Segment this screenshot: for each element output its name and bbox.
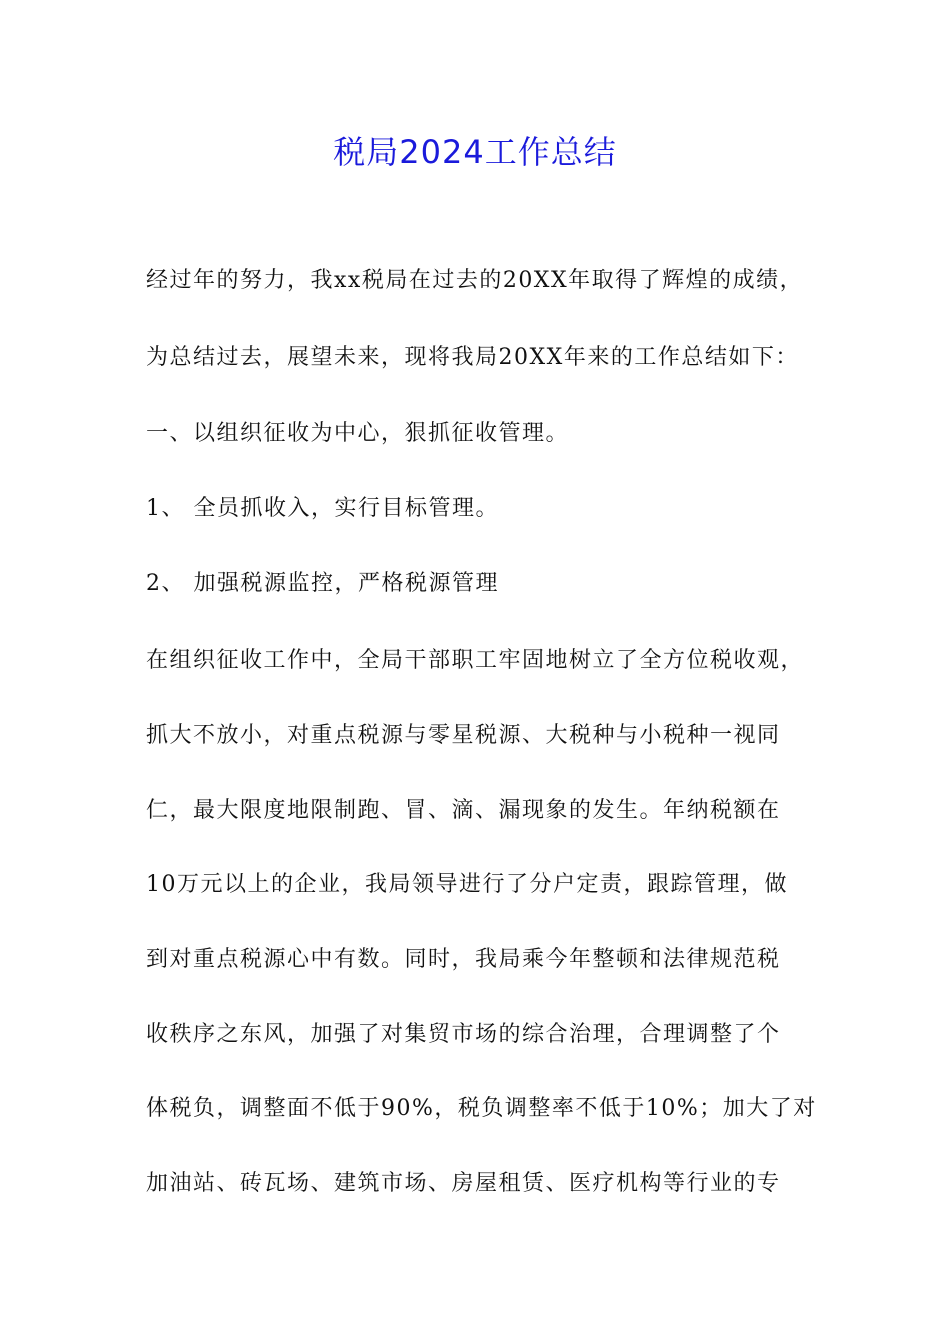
list-item: 2、 加强税源监控，严格税源管理 <box>146 571 499 596</box>
body-line: 10万元以上的企业，我局领导进行了分户定责，跟踪管理，做 <box>146 872 788 897</box>
body-line: 到对重点税源心中有数。同时，我局乘今年整顿和法律规范税 <box>146 947 781 972</box>
body-line: 经过年的努力，我xx税局在过去的20XX年取得了辉煌的成绩， <box>146 268 804 293</box>
body-line: 体税负，调整面不低于90%，税负调整率不低于10%；加大了对 <box>146 1096 817 1121</box>
body-line: 在组织征收工作中，全局干部职工牢固地树立了全方位税收观， <box>146 648 805 673</box>
body-line: 收秩序之东风，加强了对集贸市场的综合治理，合理调整了个 <box>146 1022 781 1047</box>
body-line: 为总结过去，展望未来，现将我局20XX年来的工作总结如下： <box>146 345 799 370</box>
body-line: 加油站、砖瓦场、建筑市场、房屋租赁、医疗机构等行业的专 <box>146 1171 781 1196</box>
section-heading: 一、以组织征收为中心，狠抓征收管理。 <box>146 421 570 446</box>
body-line: 抓大不放小，对重点税源与零星税源、大税种与小税种一视同 <box>146 723 781 748</box>
body-line: 仁，最大限度地限制跑、冒、滴、漏现象的发生。年纳税额在 <box>146 798 781 823</box>
document-title: 税局2024工作总结 <box>333 133 617 171</box>
list-item: 1、 全员抓收入，实行目标管理。 <box>146 496 499 521</box>
